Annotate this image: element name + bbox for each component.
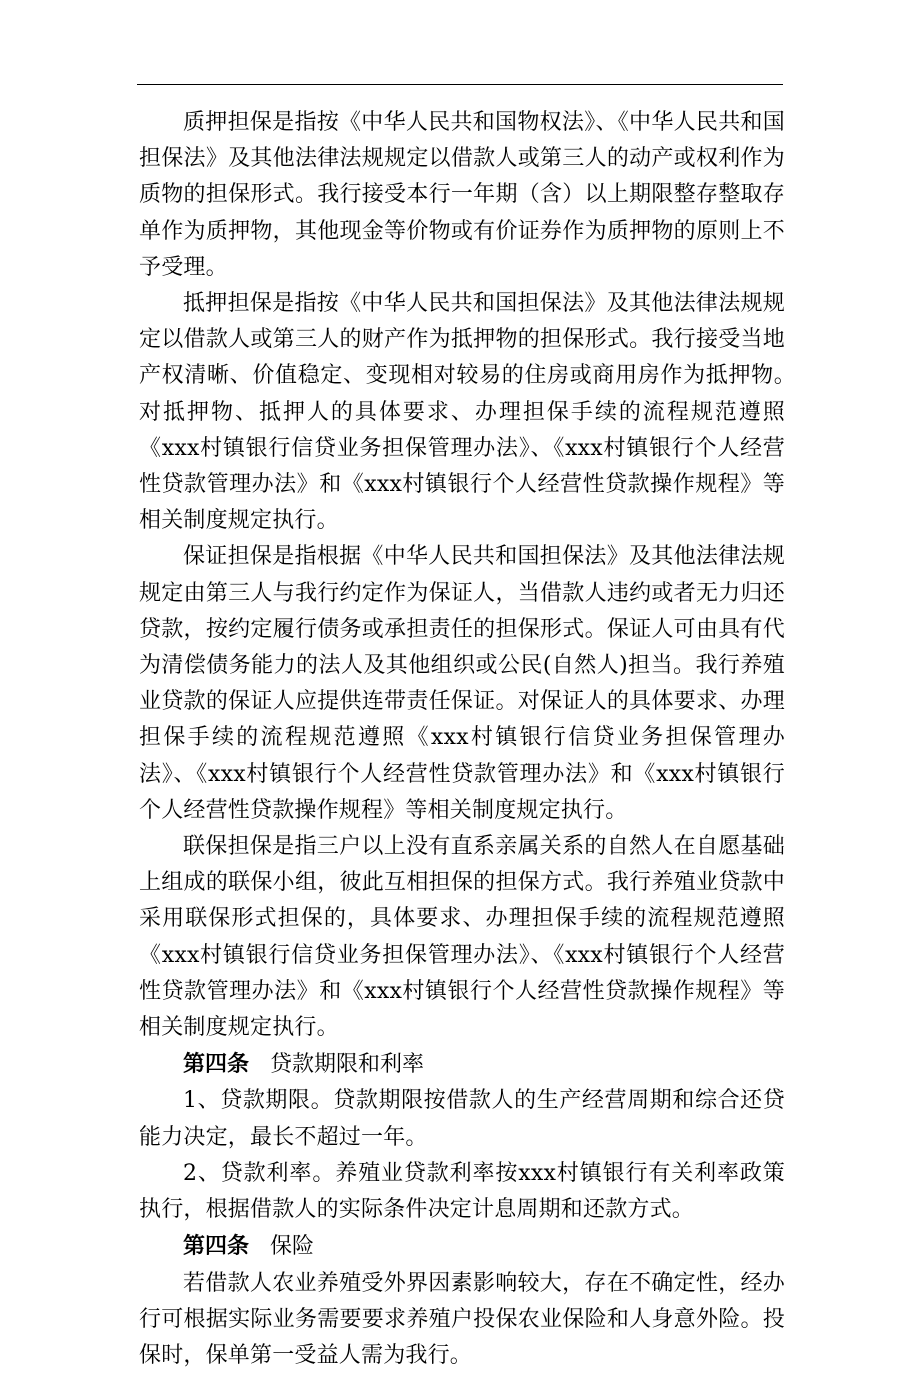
article-term-heading xyxy=(139,1046,785,1083)
surety-guarantee-paragraph: 保证担保是指根据《中华人民共和国担保法》及其他法律法规规定由第三人与我行约定作为保证人，当借款人违约或者无力归还贷款，按约定履行债务或承担责任的担保形式。保证人可由具有代为清偿债务能力的法人及其他组织或公民(自然人)担当。我行养殖业贷款的保证人应提供连带责任保证。对保证人的具体要求、办理担保手续的流程规范遵照《xxx村镇银行信贷业务担保管理办法》、《xxx村镇银行个人经营性贷款管理办法》和《xxx村镇银行个人经营性贷款操作规程》等相关制度规定执行。 xyxy=(139,539,785,829)
document-body xyxy=(139,105,785,1374)
article-insurance-title: 保险 xyxy=(270,1234,314,1259)
pledge-guarantee-paragraph: 质押担保是指按《中华人民共和国物权法》、《中华人民共和国担保法》及其他法律法规规定以借款人或第三人的动产或权利作为质物的担保形式。我行接受本行一年期（含）以上期限整存整取存单作为质押物，其他现金等价物或有价证券作为质押物的原则上不予受理。 xyxy=(139,105,785,286)
joint-guarantee-paragraph: 联保担保是指三户以上没有直系亲属关系的自然人在自愿基础上组成的联保小组，彼此互相担保的担保方式。我行养殖业贷款中采用联保形式担保的，具体要求、办理担保手续的流程规范遵照《xxx村镇银行信贷业务担保管理办法》、《xxx村镇银行个人经营性贷款管理办法》和《xxx村镇银行个人经营性贷款操作规程》等相关制度规定执行。 xyxy=(139,829,785,1046)
article-insurance-label: 第四条 xyxy=(183,1233,249,1259)
header-rule xyxy=(137,84,783,85)
loan-term-item: 1、贷款期限。贷款期限按借款人的生产经营周期和综合还贷能力决定，最长不超过一年。 xyxy=(139,1083,785,1155)
article-term-title: 贷款期限和利率 xyxy=(270,1052,424,1077)
mortgage-guarantee-paragraph: 抵押担保是指按《中华人民共和国担保法》及其他法律法规规定以借款人或第三人的财产作为抵押物的担保形式。我行接受当地产权清晰、价值稳定、变现相对较易的住房或商用房作为抵押物。 对抵押物、抵押人的具体要求、办理担保手续的流程规范遵照《xxx村镇银行信贷业务担保管理办法》、《xxx村镇银行个人经营性贷款管理办法》和《xxx村镇银行个人经营性贷款操作规程》等相关制度规定执行。 xyxy=(139,286,785,539)
article-term-label: 第四条 xyxy=(183,1051,249,1077)
insurance-paragraph: 若借款人农业养殖受外界因素影响较大，存在不确定性，经办行可根据实际业务需要要求养殖户投保农业保险和人身意外险。投保时，保单第一受益人需为我行。 xyxy=(139,1266,785,1374)
loan-rate-item: 2、贷款利率。养殖业贷款利率按xxx村镇银行有关利率政策执行，根据借款人的实际条件决定计息周期和还款方式。 xyxy=(139,1156,785,1228)
article-insurance-heading xyxy=(139,1228,785,1265)
